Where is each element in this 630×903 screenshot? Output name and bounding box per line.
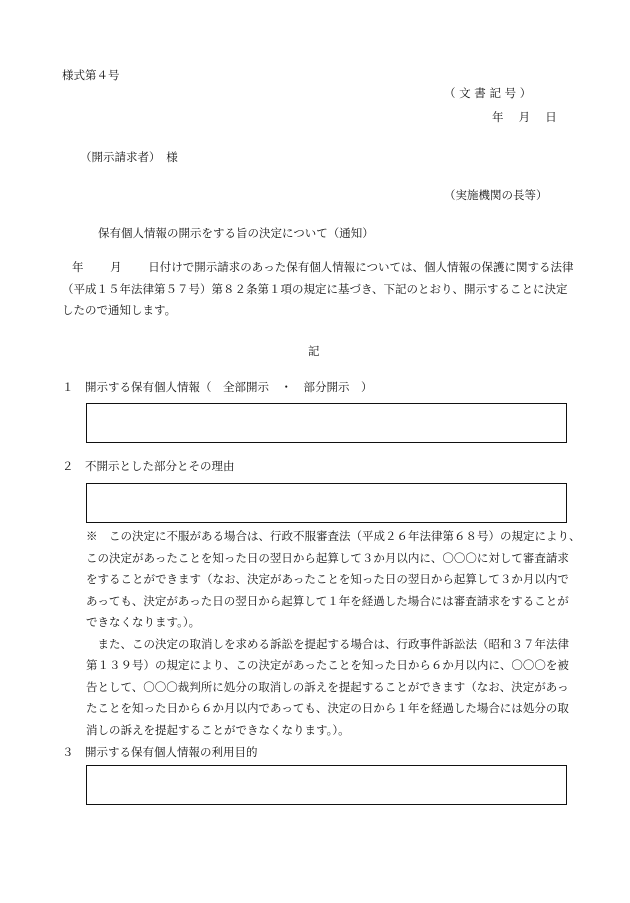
section-1-box [86,403,567,443]
ki-label: 記 [308,344,320,358]
issuer: （実施機関の長等） [444,188,548,202]
note-line: 消しの訴えを提起することができなくなります。）。 [86,722,350,737]
note-line: この決定があったことを知った日の翌日から起算して３か月以内に、〇〇〇に対して審査請求 [86,550,569,565]
section-3-box [86,765,567,805]
document-title: 保有個人情報の開示をする旨の決定について（通知） [98,226,374,240]
body-line: （平成１５年法律第５７号）第８２条第１項の規定に基づき、下記のとおり、開示することに決定 [62,281,568,296]
note-line: 告として、〇〇〇裁判所に処分の取消しの訴えを提起することができます（なお、決定があっ [86,679,569,694]
note-line: をすることができます（なお、決定があったことを知った日の翌日から起算して３か月以内で [86,572,569,586]
document-number: （ 文 書 記 号 ） [444,86,532,100]
section-1-heading: １ 開示する保有個人情報（ 全部開示 ・ 部分開示 ） [62,380,373,394]
note-line: 第１３９号）の規定により、この決定があったことを知った日から６か月以内に、〇〇〇を被 [86,658,569,672]
form-number: 様式第４号 [62,68,120,82]
body-line: したので通知します。 [62,303,177,317]
section-2-heading: ２ 不開示とした部分とその理由 [62,459,235,473]
body-line: 年 月 日付けで開示請求のあった保有個人情報については、個人情報の保護に関する法律 [72,260,574,274]
note-line: たことを知った日から６か月以内であっても、決定の日から１年を経過した場合には処分の取 [86,701,569,715]
recipient: （開示請求者） 様 [80,150,178,164]
section-2-box [86,483,567,523]
note-line: あっても、決定があった日の翌日から起算して１年を経過した場合には審査請求をすることが [86,593,569,608]
note-line: また、この決定の取消しを求める訴訟を提起する場合は、行政事件訴訟法（昭和３７年法律 [86,636,569,651]
note-line: ※ この決定に不服がある場合は、行政不服審査法（平成２６年法律第６８号）の規定により、 [86,529,581,543]
appeal-note [86,526,581,741]
date-line: 年 月 日 [492,110,557,124]
section-3-heading: ３ 開示する保有個人情報の利用目的 [62,745,258,759]
note-line: できなくなります。）。 [86,615,201,629]
body-paragraph [62,257,573,322]
